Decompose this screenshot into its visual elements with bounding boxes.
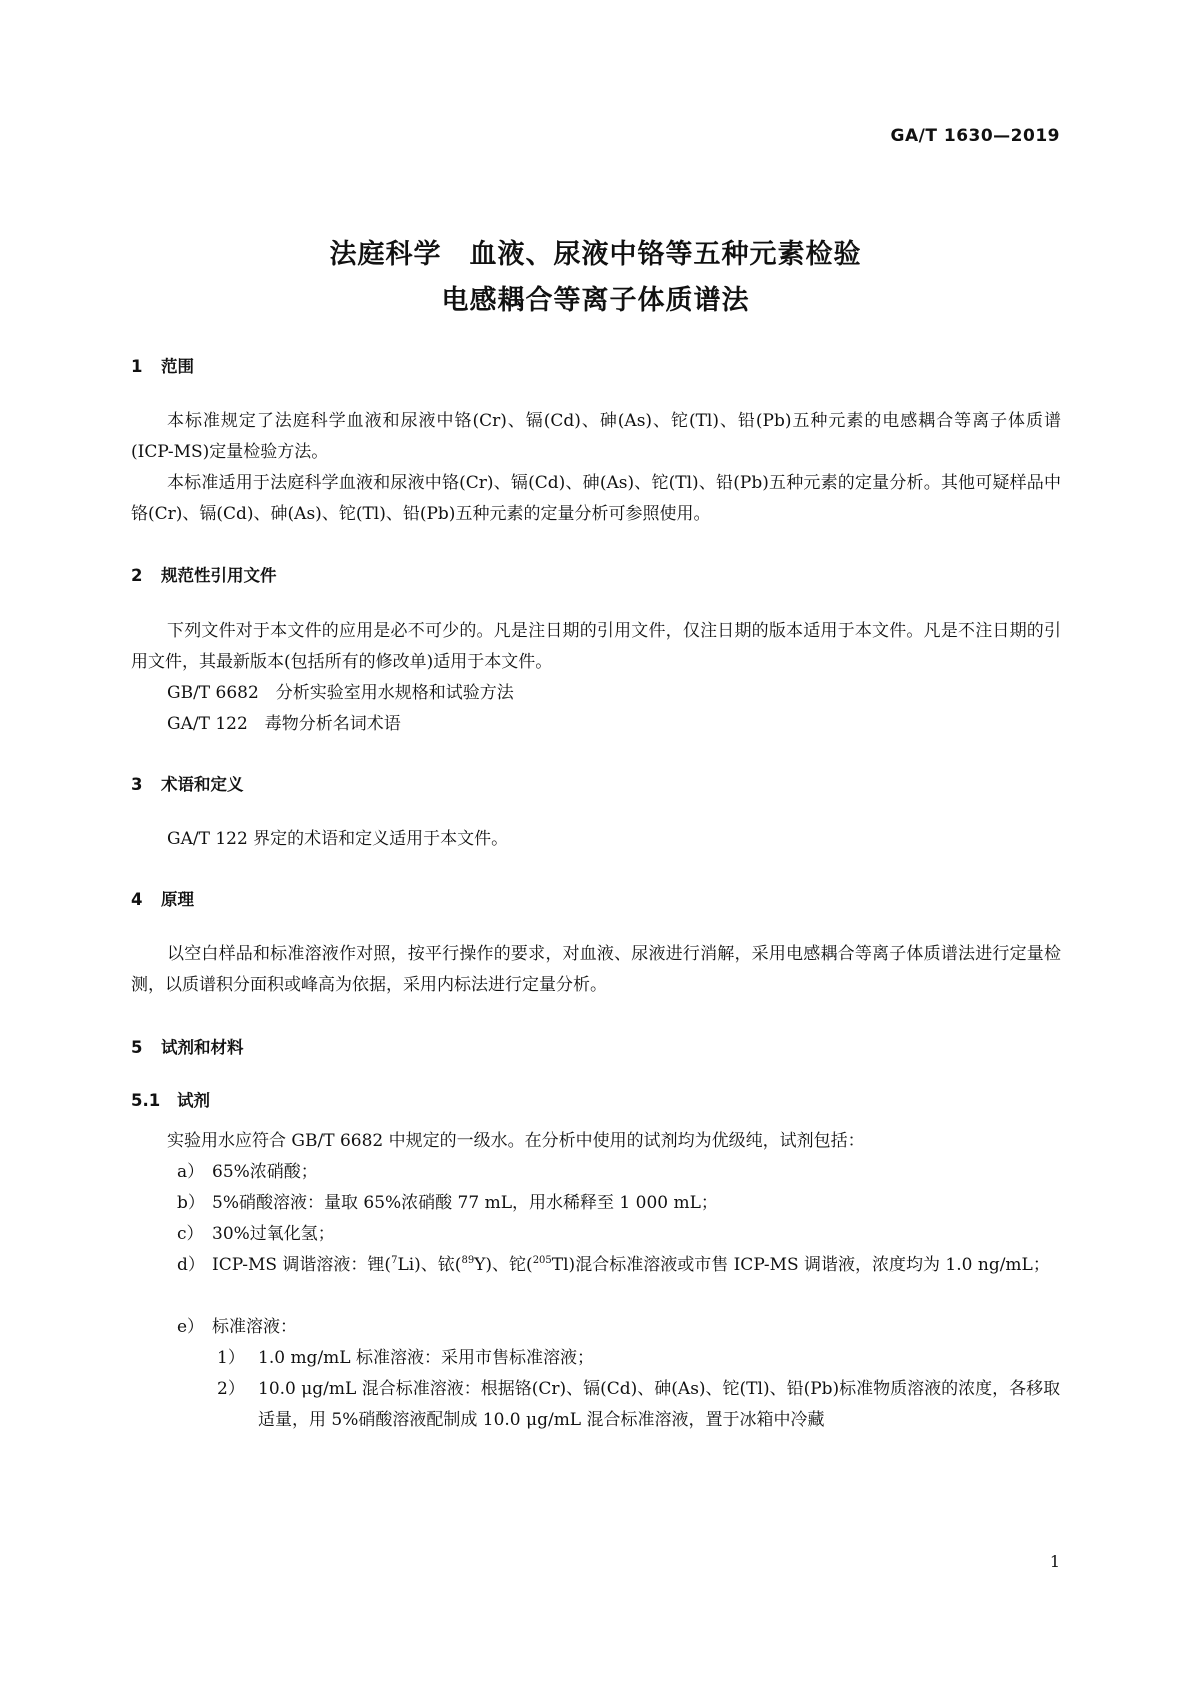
list-item-text: 65%浓硝酸； xyxy=(212,1162,318,1182)
sub-list-item-label: 1） xyxy=(217,1348,245,1368)
isotope-mass: 89 xyxy=(461,1255,475,1266)
section-number: 2 xyxy=(131,566,143,585)
scope-paragraph-2: 本标准适用于法庭科学血液和尿液中铬(Cr)、镉(Cd)、砷(As)、铊(Tl)、铅(Pb)五种元素的定量分析。其他可疑样品中铬(Cr)、镉(Cd)、砷(As)、铊(Tl)、铅(Pb)五种元素的定量分析可参照使用。 xyxy=(131,473,1061,524)
section-number: 3 xyxy=(131,775,143,794)
section-number: 5 xyxy=(131,1038,143,1057)
list-item xyxy=(131,1157,1061,1188)
principle-text: 以空白样品和标准溶液作对照，按平行操作的要求，对血液、尿液进行消解，采用电感耦合等离子体质谱法进行定量检测，以质谱积分面积或峰高为依据，采用内标法进行定量分析。 xyxy=(131,944,1061,995)
list-item-text: ICP-MS 调谐溶液：锂($^7$Li)、铱($^{89}$Y)、铊($^{205}$Tl)混合标准溶液或市售 ICP-MS 调谐液，浓度均为 1.0 ng/mL； xyxy=(212,1255,1050,1275)
section-title: 试剂和材料 xyxy=(161,1038,244,1057)
reference-gbt6682: GB/T 6682 分析实验室用水规格和试验方法 xyxy=(167,683,514,703)
section-title: 规范性引用文件 xyxy=(161,566,277,585)
sub-list-item-text: 1.0 mg/mL 标准溶液：采用市售标准溶液； xyxy=(258,1348,594,1368)
reference-gat122: GA/T 122 毒物分析名词术语 xyxy=(167,714,401,734)
list-item xyxy=(131,1188,1061,1219)
list-item xyxy=(131,1312,1061,1343)
page-number: 1 xyxy=(1049,1552,1060,1571)
document-title-line2: 电感耦合等离子体质谱法 xyxy=(441,285,750,316)
list-item-text: 5%硝酸溶液：量取 65%浓硝酸 77 mL，用水稀释至 1 000 mL； xyxy=(212,1193,718,1213)
isotope-mass: 7 xyxy=(391,1255,398,1266)
section-heading-principle xyxy=(131,886,194,910)
subsection-title: 试剂 xyxy=(177,1091,210,1110)
list-item-text: 标准溶液： xyxy=(212,1317,297,1337)
sub-list-item-text: 10.0 μg/mL 混合标准溶液：根据铬(Cr)、镉(Cd)、砷(As)、铊(Tl)、铅(Pb)标准物质溶液的浓度，各移取适量，用 5%硝酸溶液配制成 10.0 μg/mL 混合标准溶液，置于冰箱中冷藏 xyxy=(258,1379,1061,1430)
list-item xyxy=(131,1250,1061,1312)
section-title: 原理 xyxy=(161,890,194,909)
references-paragraph xyxy=(131,616,1061,678)
document-title-line1: 法庭科学 血液、尿液中铬等五种元素检验 xyxy=(329,239,862,270)
isotope-mass: 205 xyxy=(532,1255,552,1266)
references-intro: 下列文件对于本文件的应用是必不可少的。凡是注日期的引用文件，仅注日期的版本适用于本文件。凡是不注日期的引用文件，其最新版本(包括所有的修改单)适用于本文件。 xyxy=(131,621,1061,672)
section-heading-scope xyxy=(131,353,194,377)
terms-paragraph: GA/T 122 界定的术语和定义适用于本文件。 xyxy=(167,829,509,849)
subsection-number: 5.1 xyxy=(131,1091,161,1110)
list-item-label: b） xyxy=(177,1193,205,1213)
section-number: 4 xyxy=(131,890,143,909)
reagents-intro: 实验用水应符合 GB/T 6682 中规定的一级水。在分析中使用的试剂均为优级纯，试剂包括： xyxy=(167,1131,865,1151)
list-item-label: c） xyxy=(177,1224,204,1244)
document-number: GA/T 1630—2019 xyxy=(890,126,1060,146)
list-item-text: 30%过氧化氢； xyxy=(212,1224,335,1244)
list-item-label: e） xyxy=(177,1317,205,1337)
list-item xyxy=(131,1219,1061,1250)
section-title: 术语和定义 xyxy=(161,775,244,794)
section-heading-terms xyxy=(131,771,244,795)
principle-paragraph xyxy=(131,939,1061,1001)
section-title: 范围 xyxy=(161,357,194,376)
section-number: 1 xyxy=(131,357,143,376)
sub-list-item xyxy=(131,1374,1061,1436)
scope-paragraphs xyxy=(131,406,1061,530)
section-heading-normative-references xyxy=(131,562,277,586)
sub-list-item xyxy=(131,1343,1061,1374)
sub-list-item-label: 2） xyxy=(217,1379,245,1399)
section-heading-reagents-materials xyxy=(131,1034,244,1058)
list-item-label: d） xyxy=(177,1255,205,1275)
subsection-heading-reagents xyxy=(131,1087,210,1111)
list-item-label: a） xyxy=(177,1162,205,1182)
scope-paragraph-1: 本标准规定了法庭科学血液和尿液中铬(Cr)、镉(Cd)、砷(As)、铊(Tl)、铅(Pb)五种元素的电感耦合等离子体质谱(ICP-MS)定量检验方法。 xyxy=(131,411,1061,462)
